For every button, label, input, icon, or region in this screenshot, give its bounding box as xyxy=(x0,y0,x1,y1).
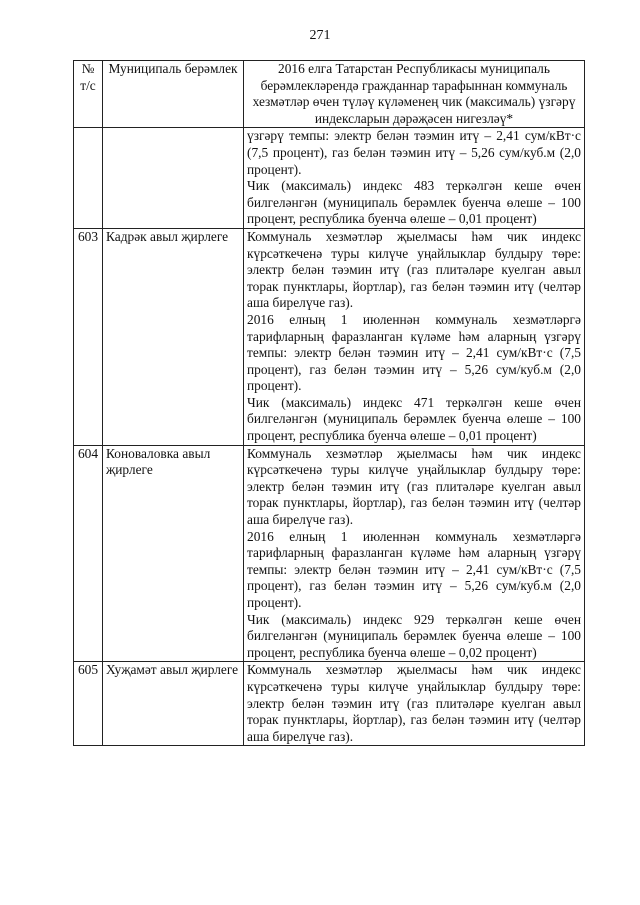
row-indices xyxy=(244,445,585,662)
row-number: 603 xyxy=(74,228,103,445)
row-number: 604 xyxy=(74,445,103,662)
row-paragraph: 2016 елның 1 июленнән коммуналь хезмәтләргә тарифларның фаразланган күләме һәм аларның үзгәрү темпы: электр белән тәэмин итү – 2,41 сум/кВт·с (7,5 процент), газ белән тәэмин итү – 5,26 сум/куб.м (2,0 процент). xyxy=(247,311,581,394)
row-paragraph: Коммуналь хезмәтләр җыелмасы һәм чик индекс күрсәткеченә туры килүче уңайлыклар булдыру төре: электр белән тәэмин итү (газ плитәләре куелган авыл торак пунктлары, йортлар), газ белән тәэмин итү (челтәр аша бирелүче газ). xyxy=(247,662,581,744)
row-municipality xyxy=(103,128,244,229)
row-number xyxy=(74,128,103,229)
row-number: 605 xyxy=(74,662,103,746)
row-paragraph: Коммуналь хезмәтләр җыелмасы һәм чик индекс күрсәткеченә туры килүче уңайлыклар булдыру төре: электр белән тәэмин итү (газ плитәләре куелган авыл торак пунктлары, йортлар), газ белән тәэмин итү (челтәр аша бирелүче газ). xyxy=(247,445,581,528)
table-row xyxy=(74,662,585,746)
column-header-indices: 2016 елга Татарстан Республикасы муниципаль берәмлекләрендә гражданнар тарафыннан коммуналь хезмәтләр өчен түләү күләменең чик (максималь) үзгәрү индексларын дәрәҗәсен нигезләү* xyxy=(244,61,585,128)
row-paragraph: Чик (максималь) индекс 929 теркәлгән кеше өчен билгеләнгән (муниципаль берәмлек буенча өлеше – 100 процент, республика буенча өлеше – 0,02 процент) xyxy=(247,611,581,660)
row-municipality: Кадрәк авыл җирлеге xyxy=(103,228,244,445)
column-header-municipality: Муниципаль берәмлек xyxy=(103,61,244,128)
table-header-row xyxy=(74,61,585,128)
row-indices xyxy=(244,128,585,229)
utility-index-table xyxy=(73,60,585,746)
table-row xyxy=(74,228,585,445)
row-indices xyxy=(244,662,585,746)
column-header-number: № т/с xyxy=(74,61,103,128)
row-paragraph: Чик (максималь) индекс 471 теркәлгән кеше өчен билгеләнгән (муниципаль берәмлек буенча өлеше – 100 процент, республика буенча өлеше – 0,01 процент) xyxy=(247,394,581,444)
row-paragraph: Чик (максималь) индекс 483 теркәлгән кеше өчен билгеләнгән (муниципаль берәмлек буенча өлеше – 100 процент, республика буенча өлеше – 0,01 процент) xyxy=(247,178,581,227)
row-municipality: Хуҗамәт авыл җирлеге xyxy=(103,662,244,746)
page-number: 271 xyxy=(309,28,331,43)
row-indices xyxy=(244,228,585,445)
row-paragraph: үзгәрү темпы: электр белән тәэмин итү – 2,41 сум/кВт·с (7,5 процент), газ белән тәэмин итү – 5,26 сум/куб.м (2,0 процент). xyxy=(247,128,581,177)
table-row xyxy=(74,445,585,662)
row-paragraph: 2016 елның 1 июленнән коммуналь хезмәтләргә тарифларның фаразланган күләме һәм аларның үзгәрү темпы: электр белән тәэмин итү – 2,41 сум/кВт·с (7,5 процент), газ белән тәэмин итү – 5,26 сум/куб.м (2,0 процент). xyxy=(247,528,581,610)
row-paragraph: Коммуналь хезмәтләр җыелмасы һәм чик индекс күрсәткеченә туры килүче уңайлыклар булдыру төре: электр белән тәэмин итү (газ плитәләре куелган авыл торак пунктлары, йортлар), газ белән тәэмин итү (челтәр аша бирелүче газ). xyxy=(247,228,581,311)
row-municipality: Коноваловка авыл җирлеге xyxy=(103,445,244,662)
table-row xyxy=(74,128,585,229)
